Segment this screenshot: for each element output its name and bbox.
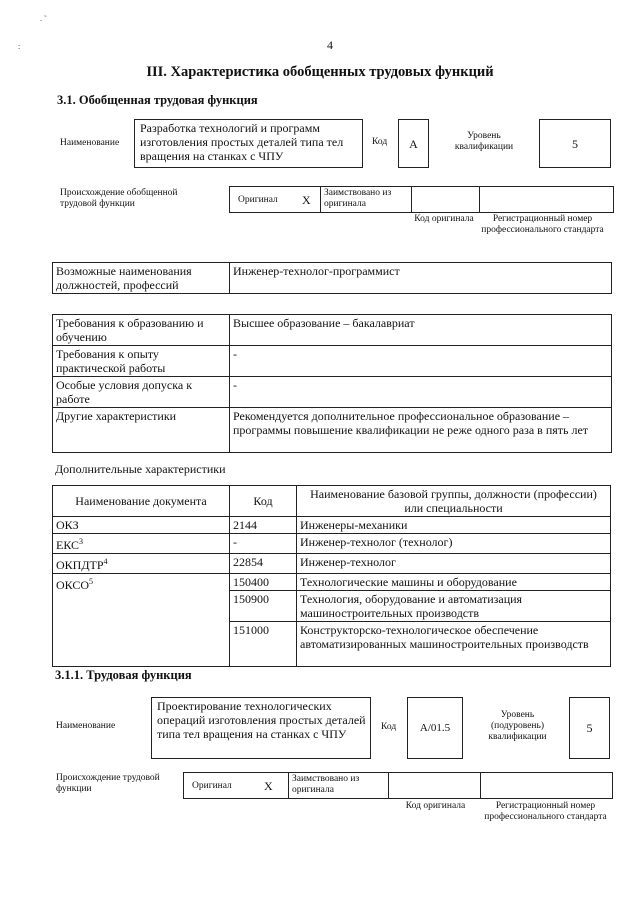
code-cell: 2144 (230, 517, 297, 534)
gtf-reg-number-caption: Регистрационный номер профессионального стандарта (481, 214, 604, 235)
name-cell: Технологические машины и оборудование (297, 574, 611, 591)
name-cell: Инженеры-механики (297, 517, 611, 534)
requirement-value: Высшее образование – бакалавриат (230, 315, 612, 346)
name-cell: Технология, оборудование и автоматизация машиностроительных производств (297, 591, 611, 622)
code-cell: - (230, 534, 297, 554)
requirement-value: - (230, 346, 612, 377)
requirement-row (53, 408, 612, 453)
table-row (53, 517, 611, 534)
col-doc-header: Наименование документа (53, 486, 230, 517)
tf-original-mark: X (264, 779, 273, 793)
table-row (53, 534, 611, 554)
tf-original-label: Оригинал (192, 781, 232, 791)
gtf-code-original-caption: Код оригинала (414, 214, 474, 224)
gtf-origin-label: Происхождение обобщенной трудовой функции (60, 188, 178, 209)
requirement-label: Особые условия допуска к работе (53, 377, 230, 408)
gtf-original-label: Оригинал (238, 195, 278, 205)
section-title: III. Характеристика обобщенных трудовых функций (146, 64, 494, 80)
tf-heading: 3.1.1. Трудовая функция (55, 668, 192, 682)
table-row (53, 574, 611, 591)
requirement-label: Другие характеристики (53, 408, 230, 453)
tf-origin-box (183, 772, 613, 799)
tf-level-box (569, 697, 610, 759)
doc-cell: ЕКС$^3$ (53, 534, 230, 554)
additional-table (52, 485, 611, 667)
gtf-name-label: Наименование (60, 138, 120, 148)
tf-code-box (407, 697, 463, 759)
tf-borrowed-label: Заимствовано из оригинала (292, 774, 360, 795)
col-code-header: Код (230, 486, 297, 517)
tf-level-value: 5 (586, 721, 593, 735)
code-cell: 151000 (230, 622, 297, 667)
page-number: 4 (327, 38, 333, 52)
name-cell: Инженер-технолог (технолог) (297, 534, 611, 554)
code-cell: 150400 (230, 574, 297, 591)
positions-label: Возможные наименования должностей, профессий (53, 263, 230, 294)
requirement-label: Требования к опыту практической работы (53, 346, 230, 377)
gtf-original-mark: X (302, 193, 311, 207)
tf-name-box (151, 697, 371, 759)
gtf-code-value: А (409, 136, 418, 151)
gtf-code-label: Код (372, 137, 388, 147)
doc-cell: ОКЗ (53, 517, 230, 534)
scan-mark: . ˜ (40, 14, 47, 23)
gtf-level-box (539, 119, 611, 168)
doc-cell: ОКПДТР$^4$ (53, 554, 230, 574)
positions-table (52, 262, 612, 294)
code-cell: 22854 (230, 554, 297, 574)
gtf-origin-box (229, 186, 614, 213)
gtf-code-box (398, 119, 429, 168)
requirement-row (53, 315, 612, 346)
tf-name-value: Проектирование технологических операций изготовления простых деталей типа тел вращения на станках с ЧПУ (157, 699, 366, 741)
gtf-level-value: 5 (572, 136, 578, 151)
tf-code-original-caption: Код оригинала (405, 801, 466, 811)
tf-code-label: Код (381, 722, 397, 732)
tf-origin-label: Происхождение трудовой функции (56, 773, 160, 794)
requirement-row (53, 377, 612, 408)
name-cell: Инженер-технолог (297, 554, 611, 574)
additional-header-row (53, 486, 611, 517)
requirement-row (53, 346, 612, 377)
name-cell: Конструкторско-технологическое обеспечение автоматизированных машиностроительных производств (297, 622, 611, 667)
requirement-value: Рекомендуется дополнительное профессиональное образование – программы повышение квалификации не реже одного раза в пять лет (230, 408, 612, 453)
gtf-level-label: Уровень квалификации (454, 131, 514, 152)
tf-name-label: Наименование (56, 721, 116, 731)
scan-mark: : (18, 42, 21, 51)
gtf-heading: 3.1. Обобщенная трудовая функция (57, 93, 258, 107)
table-row (53, 554, 611, 574)
code-cell: 150900 (230, 591, 297, 622)
doc-cell: ОКСО$^5$ (53, 574, 230, 667)
tf-code-value: A/01.5 (419, 721, 451, 734)
col-name-header: Наименование базовой группы, должности (профессии) или специальности (297, 486, 611, 517)
tf-level-label: Уровень (подуровень) квалификации (488, 710, 547, 742)
requirement-value: - (230, 377, 612, 408)
requirement-label: Требования к образованию и обучению (53, 315, 230, 346)
gtf-name-value: Разработка технологий и программ изготовления простых деталей типа тел вращения на станках с ЧПУ (140, 121, 344, 163)
gtf-borrowed-label: Заимствовано из оригинала (324, 188, 392, 209)
requirements-table (52, 314, 612, 453)
tf-reg-number-caption: Регистрационный номер профессионального стандарта (484, 801, 607, 822)
additional-heading: Дополнительные характеристики (55, 462, 226, 476)
positions-value: Инженер-технолог-программист (230, 263, 612, 294)
gtf-name-box (134, 119, 363, 168)
